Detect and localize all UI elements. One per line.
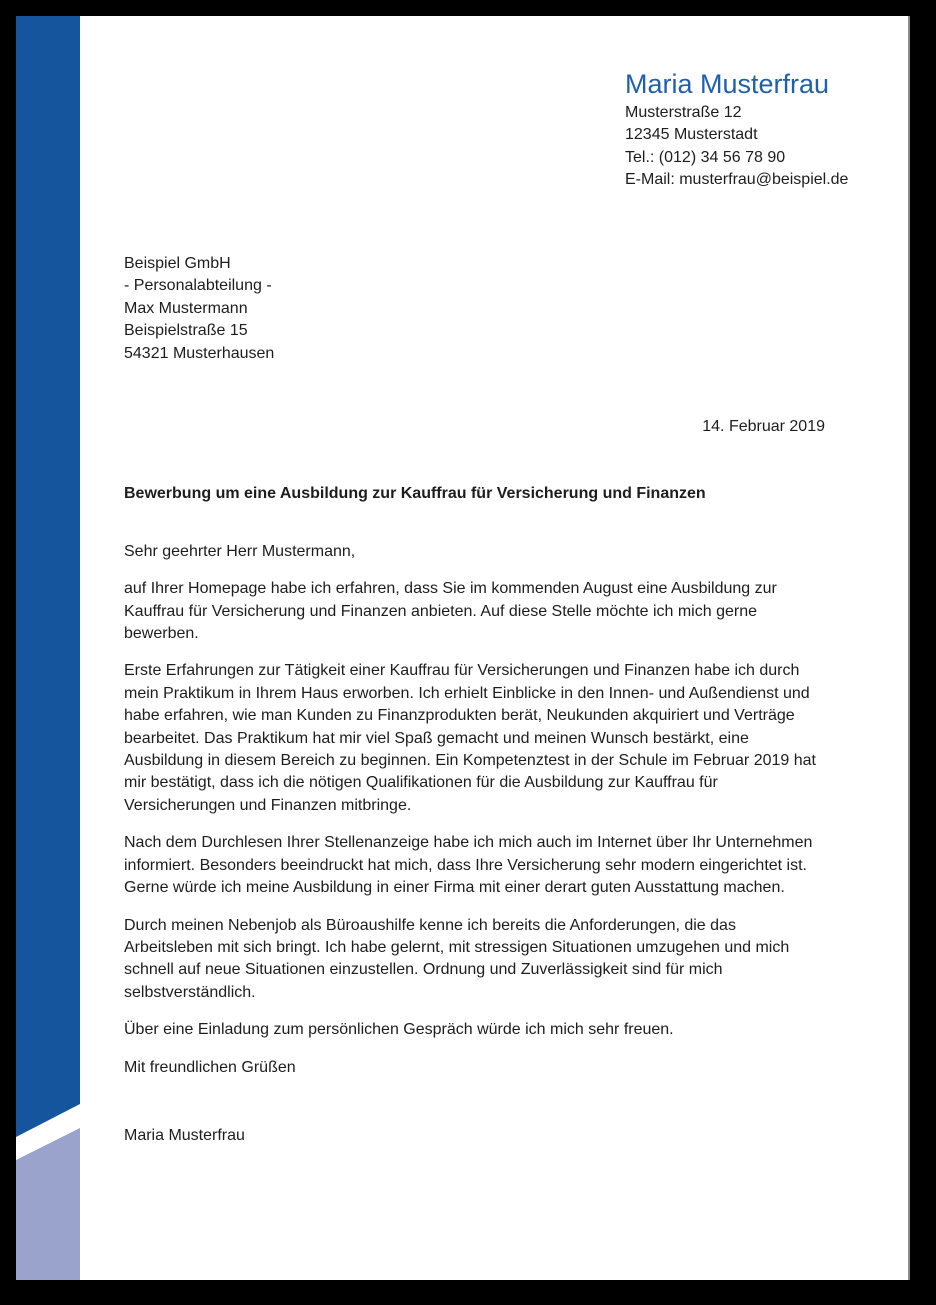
recipient-line: Beispielstraße 15	[124, 322, 248, 340]
closing: Mit freundlichen Grüßen	[124, 1058, 296, 1076]
recipient-line: 54321 Musterhausen	[124, 344, 275, 362]
letterhead-stripe	[16, 16, 80, 1280]
body-paragraph: Erste Erfahrungen zur Tätigkeit einer Kauffrau für Versicherungen und Finanzen habe ich durch mein Praktikum in Ihrem Haus erworben. Ich erhielt Einblicke in den Innen- und Außendienst und habe erfahren, wie man Kunden zu Finanzprodukten berät, Neukunden akquiriert und Verträge bearbeitet. Das Praktikum hat mir viel Spaß gemacht und meinen Wunsch bestärkt, eine Ausbildung in diesem Bereich zu beginnen. Ein Kompetenztest in der Schule im Februar 2019 hat mir bestätigt, dass ich die nötigen Qualifikationen für die Ausbildung zur Kauffrau für Versicherungen und Finanzen mitbringe.	[124, 662, 816, 814]
recipient-line: - Personalabteilung -	[124, 277, 272, 295]
sender-phone-line: Tel.: (012) 34 56 78 90	[625, 148, 786, 166]
sender-name: Maria Musterfrau	[625, 69, 830, 99]
sender-block	[625, 66, 848, 192]
body-paragraph: Nach dem Durchlesen Ihrer Stellenanzeige habe ich mich auch im Internet über Ihr Unternehmen informiert. Besonders beeindruckt hat mich, dass Ihre Versicherung sehr modern eingerichtet ist. Gerne würde ich meine Ausbildung in einer Firma mit einer derart guten Ausstattung machen.	[124, 834, 813, 897]
recipient-line: Beispiel GmbH	[124, 255, 231, 272]
date: 14. Februar 2019	[702, 418, 825, 435]
body-paragraph: Durch meinen Nebenjob als Büroaushilfe kenne ich bereits die Anforderungen, die das Arbeitsleben mit sich bringt. Ich habe gelernt, mit stressigen Situationen umzugehen und mich schnell auf neue Situationen einzustellen. Ordnung und Zuverlässigkeit sind für mich selbstverständlich.	[124, 916, 790, 1001]
body-paragraph: Über eine Einladung zum persönlichen Gespräch würde ich mich sehr freuen.	[124, 1021, 674, 1039]
body-paragraph: auf Ihrer Homepage habe ich erfahren, dass Sie im kommenden August eine Ausbildung zur Kauffrau für Versicherung und Finanzen anbieten. Auf diese Stelle möchte ich mich gerne bewerben.	[124, 580, 777, 643]
letter-body	[124, 416, 825, 1147]
sender-address-line: Musterstraße 12	[625, 104, 742, 121]
letter-page	[16, 16, 910, 1280]
sender-email-line: E-Mail: musterfrau@beispiel.de	[625, 171, 849, 189]
subject-line: Bewerbung um eine Ausbildung zur Kauffrau für Versicherung und Finanzen	[124, 485, 706, 503]
recipient-block	[124, 253, 274, 365]
sender-address-line: 12345 Musterstadt	[625, 126, 758, 144]
signature: Maria Musterfrau	[124, 1126, 245, 1144]
salutation: Sehr geehrter Herr Mustermann,	[124, 542, 356, 560]
recipient-line: Max Mustermann	[124, 299, 248, 317]
stripe-dark-section	[16, 16, 80, 1280]
